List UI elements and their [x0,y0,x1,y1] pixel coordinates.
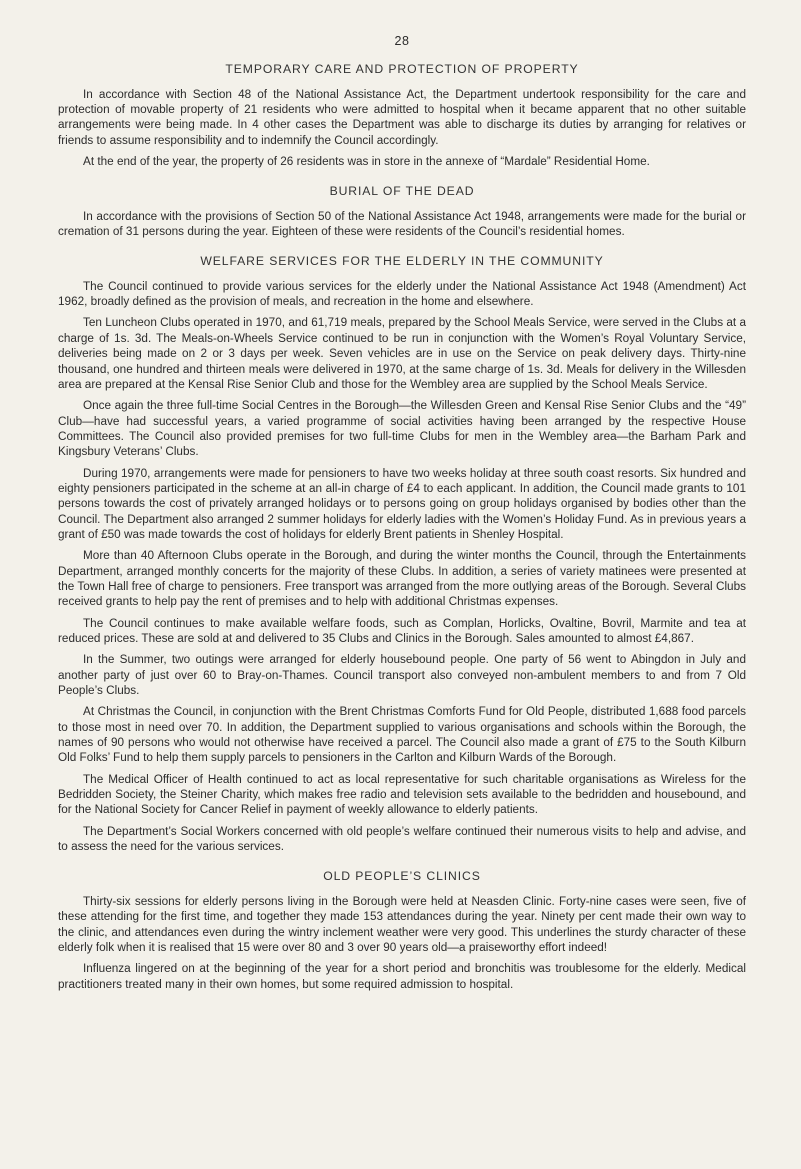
paragraph: The Council continues to make available welfare foods, such as Complan, Horlicks, Ovaltine, Bovril, Marmite and tea at reduced prices. These are sold at and delivered to 35 Clubs and Clinics in the Borough. Sales amounted to almost £4,867. [58,616,746,645]
page-number: 28 [394,34,410,48]
paragraph: Influenza lingered on at the beginning of the year for a short period and bronchitis was troublesome for the elderly. Medical practitioners treated many in their own homes, but some required admission to hospital. [58,962,746,991]
section-temporary-care [58,62,746,169]
section-burial-of-the-dead [58,184,746,239]
section-heading: BURIAL OF THE DEAD [329,184,475,199]
paragraph: In the Summer, two outings were arranged for elderly housebound people. One party of 56 went to Abingdon in July and another party of just over 60 to Bray-on-Thames. Council transport also conveyed non-ambulent members to and from 7 Old People’s Clubs. [58,653,746,698]
paragraph: At the end of the year, the property of 26 residents was in store in the annexe of “Mardale” Residential Home. [83,155,650,169]
section-heading: OLD PEOPLE’S CLINICS [323,869,481,884]
paragraph: At Christmas the Council, in conjunction with the Brent Christmas Comforts Fund for Old People, distributed 1,688 food parcels to those most in need over 70. In addition, the Department supplied to various organisations and schools within the Borough, the names of 90 persons who would not otherwise have received a parcel. The Council also made a grant of £75 to the South Kilburn Old Folks’ Fund to help them supply parcels to pensioners in the Carlton and Kilburn Wards of the Borough. [58,705,746,765]
paragraph: In accordance with Section 48 of the National Assistance Act, the Department undertook responsibility for the care and protection of movable property of 21 residents who were admitted to hospital when it became apparent that no other suitable arrangements were being made. In 4 other cases the Department was able to discharge its duties by arranging for relatives or friends to assume responsibility and to indemnify the Council accordingly. [58,87,746,147]
section-old-peoples-clinics [58,869,746,991]
paragraph: Ten Luncheon Clubs operated in 1970, and 61,719 meals, prepared by the School Meals Service, were served in the Clubs at a charge of 1s. 3d. The Meals-on-Wheels Service continued to be run in conjunction with the Women’s Royal Voluntary Service, deliveries being made on 2 or 3 days per week. Seven vehicles are in use on the Service on peak delivery days. Thirty-nine thousand, one hundred and thirteen meals were delivered in 1970, at the same charge of 1s. 3d. Meals for delivery in the Willesden area are prepared at the Kensal Rise Senior Club and those for the Wembley area are supplied by the School Meals Service. [58,316,746,391]
section-heading: TEMPORARY CARE AND PROTECTION OF PROPERTY [225,62,579,77]
paragraph: During 1970, arrangements were made for pensioners to have two weeks holiday at three south coast resorts. Six hundred and eighty pensioners participated in the scheme at an all-in charge of £4 to each applicant. In addition, the Council made grants to 101 persons towards the cost of privately arranged holidays or to persons going on group holidays organised by bodies other than the Council. The Department also arranged 2 summer holidays for elderly ladies with the Women’s Holiday Fund. As in previous years a grant of £50 was made towards the cost of holidays for elderly Brent patients in Shenley Hospital. [58,466,746,541]
paragraph: More than 40 Afternoon Clubs operate in the Borough, and during the winter months the Council, through the Entertainments Department, arranged monthly concerts for the majority of these Clubs. In addition, a series of variety matinees were presented at the Town Hall free of charge to pensioners. Free transport was arranged from the more outlying areas of the Borough. Several Clubs received grants to help pay the rent of premises and to help with additional Christmas expenses. [58,549,746,609]
paragraph: Once again the three full-time Social Centres in the Borough—the Willesden Green and Kensal Rise Senior Clubs and the “49” Club—have had successful years, a varied programme of social activities having been arranged by the respective House Committees. The Council also provided premises for two full-time Clubs for men in the Wembley area—the Barham Park and Kingsbury Veterans’ Clubs. [58,399,746,459]
paragraph: Thirty-six sessions for elderly persons living in the Borough were held at Neasden Clinic. Forty-nine cases were seen, five of these attending for the first time, and together they made 153 attendances during the year. Ninety per cent made their own way to the clinic, and attendances even during the wintry inclement weather were very good. This underlines the sturdy character of these elderly folk when it is realised that 15 were over 80 and 3 over 90 years old—a praiseworthy effort indeed! [58,894,746,954]
paragraph: The Medical Officer of Health continued to act as local representative for such charitable organisations as Wireless for the Bedridden Society, the Steiner Charity, which makes free radio and television sets available to the bedridden and housebound, and for the National Society for Cancer Relief in payment of weekly allowance to elderly patients. [58,772,746,817]
paragraph: In accordance with the provisions of Section 50 of the National Assistance Act 1948, arrangements were made for the burial or cremation of 31 persons during the year. Eighteen of these were residents of the Council’s residential homes. [58,209,746,239]
paragraph: The Department’s Social Workers concerned with old people’s welfare continued their numerous visits to help and advise, and to assess the need for the various services. [58,824,746,854]
document-page [58,34,746,998]
section-welfare-services [58,254,746,854]
paragraph: The Council continued to provide various services for the elderly under the National Assistance Act 1948 (Amendment) Act 1962, broadly defined as the provision of meals, and recreation in the home and elsewhere. [58,279,746,309]
section-heading: WELFARE SERVICES FOR THE ELDERLY IN THE COMMUNITY [200,254,604,269]
